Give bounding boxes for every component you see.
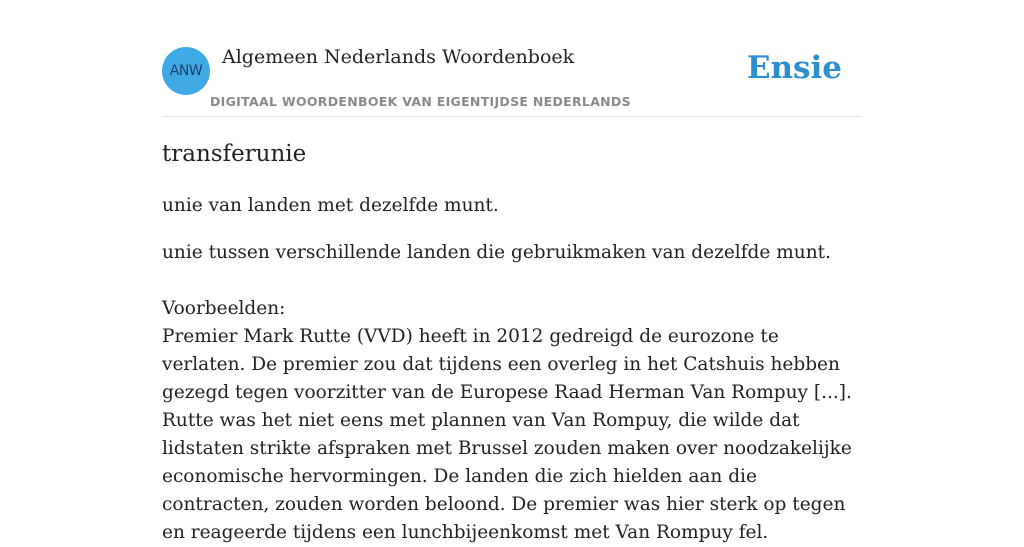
entry-headword: transferunie [162,141,307,167]
example-text: Premier Mark Rutte (VVD) heeft in 2012 gedreigd de eurozone te verlaten. De premier zou dat tijdens een overleg in het Catshuis hebben gezegd tegen voorzitter van de Europese Raad Herman Van Rompuy [...]. Rutte was het niet eens met plannen van Van Rompuy, die wilde dat lidstaten strikte afspraken met Brussel zouden maken over noodzakelijke economische hervormingen. De landen die zich hielden aan die contracten, zouden worden beloond. De premier was hier sterk op tegen en reageerde tijdens een lunchbijeenkomst met Van Rompuy fel. [162,326,852,543]
site-subtitle: DIGITAAL WOORDENBOEK VAN EIGENTIJDSE NEDERLANDS [210,94,631,109]
ensie-logo[interactable]: Ensie [746,50,842,86]
site-title[interactable]: Algemeen Nederlands Woordenboek [222,46,575,68]
examples-label: Voorbeelden: [162,298,286,319]
entry-content [162,116,864,547]
site-header [162,40,862,117]
anw-logo[interactable]: ANW [162,47,210,95]
short-definition: unie van landen met dezelfde munt. [162,195,499,216]
definition: unie tussen verschillende landen die gebruikmaken van dezelfde munt. [162,242,831,263]
